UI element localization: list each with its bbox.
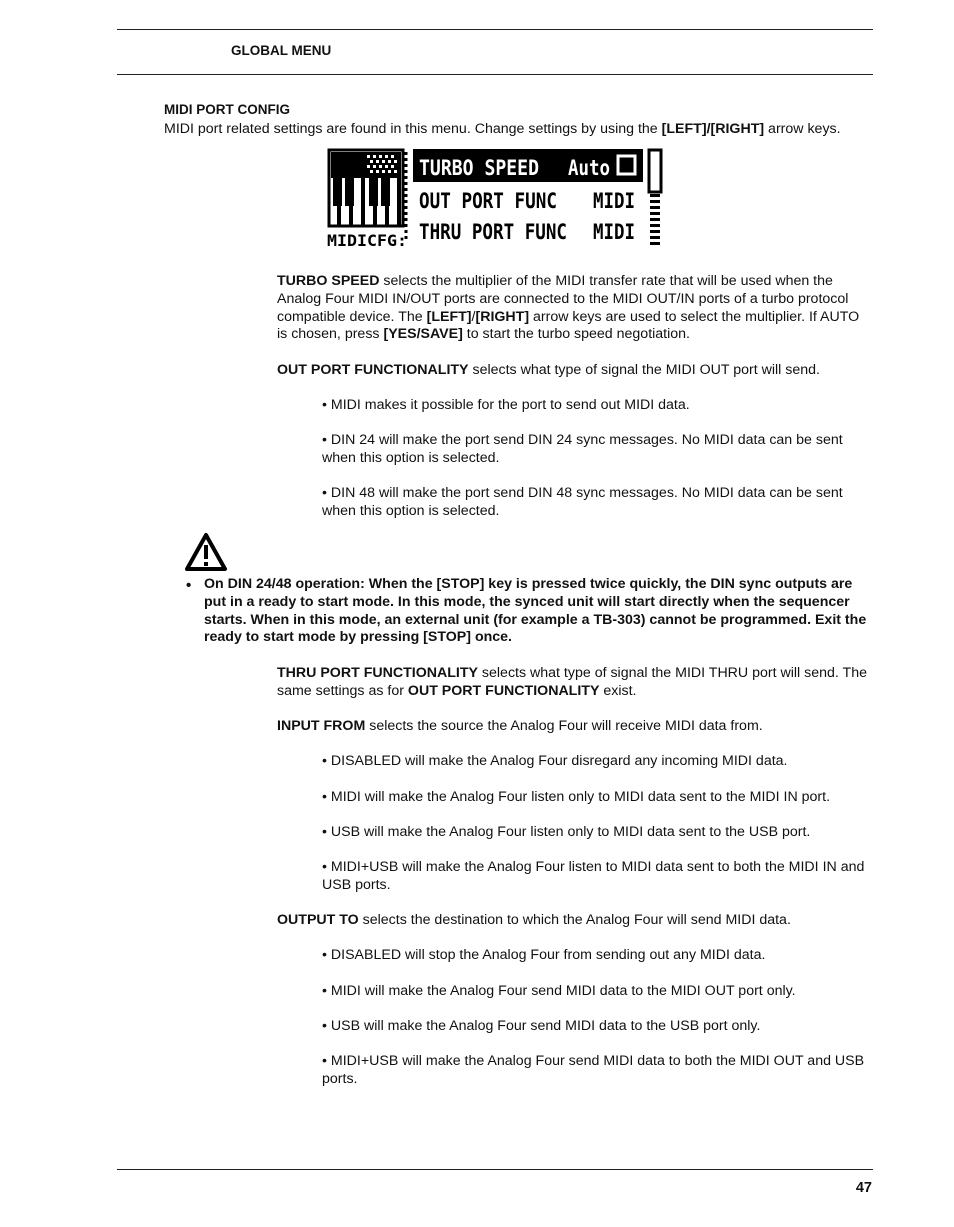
header-top-rule — [117, 29, 873, 30]
screen-row-value-1: Auto — [568, 156, 610, 180]
input-from-item-disabled: • DISABLED will make the Analog Four disregard any incoming MIDI data. — [322, 753, 788, 769]
warning-bullet: • — [186, 577, 192, 594]
section-intro: MIDI port related settings are found in this menu. Change settings by using the [LEFT]/[RIGHT] arrow keys. — [164, 121, 841, 137]
out-port-paragraph: OUT PORT FUNCTIONALITY selects what type of signal the MIDI OUT port will send. — [277, 362, 820, 378]
warning-text: On DIN 24/48 operation: When the [STOP] key is pressed twice quickly, the DIN sync outputs are put in a ready to start mode. In this mode, the synced unit will start directly when the sequencer starts. When in this mode, an external unit (for example a TB-303) cannot be programmed. Exit the ready to start mode by pressing [STOP] once. — [204, 576, 867, 646]
warning-icon — [184, 532, 228, 572]
keyboard-icon — [329, 150, 403, 226]
input-from-item-midi-usb: • MIDI+USB will make the Analog Four listen to MIDI data sent to both the MIDI IN and USB ports. — [322, 859, 865, 893]
header-bottom-rule — [117, 74, 873, 75]
thru-port-paragraph: THRU PORT FUNCTIONALITY selects what type of signal the MIDI THRU port will send. The same settings as for OUT PORT FUNCTIONALITY exist. — [277, 665, 867, 699]
input-from-paragraph: INPUT FROM selects the source the Analog Four will receive MIDI data from. — [277, 718, 763, 734]
screen-row-label-2: OUT PORT FUNC — [419, 189, 557, 213]
screen-row-value-3: MIDI — [593, 220, 635, 244]
screen-scrollbar — [649, 150, 661, 246]
output-to-item-midi: • MIDI will make the Analog Four send MIDI data to the MIDI OUT port only. — [322, 983, 796, 999]
input-from-item-midi: • MIDI will make the Analog Four listen only to MIDI data sent to the MIDI IN port. — [322, 789, 831, 805]
output-to-item-disabled: • DISABLED will stop the Analog Four from sending out any MIDI data. — [322, 947, 766, 963]
midi-config-screen — [327, 148, 667, 250]
output-to-item-midi-usb: • MIDI+USB will make the Analog Four send MIDI data to both the MIDI OUT and USB ports. — [322, 1053, 865, 1087]
output-to-paragraph: OUTPUT TO selects the destination to which the Analog Four will send MIDI data. — [277, 912, 791, 928]
turbo-speed-paragraph: TURBO SPEED selects the multiplier of the MIDI transfer rate that will be used when the Analog Four MIDI IN/OUT ports are connected to the MIDI OUT/IN ports of a turbo protocol compatible device. The [LEFT]/[RIGHT] arrow keys are used to select the multiplier. If AUTO is chosen, press [YES/SAVE] to start the turbo speed negotiation. — [277, 273, 860, 343]
screen-side-label: MIDICFG: — [327, 231, 407, 250]
out-port-item-din24: • DIN 24 will make the port send DIN 24 sync messages. No MIDI data can be sent when this option is selected. — [322, 432, 843, 466]
screen-row-label-3: THRU PORT FUNC — [419, 220, 567, 244]
header-title: GLOBAL MENU — [231, 43, 332, 58]
screen-row-label-1: TURBO SPEED — [419, 156, 539, 180]
section-title: MIDI PORT CONFIG — [164, 102, 290, 117]
footer-rule — [117, 1169, 873, 1170]
page-number: 47 — [855, 1180, 872, 1196]
out-port-item-din48: • DIN 48 will make the port send DIN 48 sync messages. No MIDI data can be sent when this option is selected. — [322, 485, 843, 519]
out-port-item-midi: • MIDI makes it possible for the port to send out MIDI data. — [322, 397, 690, 413]
output-to-item-usb: • USB will make the Analog Four send MIDI data to the USB port only. — [322, 1018, 761, 1034]
input-from-item-usb: • USB will make the Analog Four listen only to MIDI data sent to the USB port. — [322, 824, 811, 840]
screen-row-value-2: MIDI — [593, 189, 635, 213]
